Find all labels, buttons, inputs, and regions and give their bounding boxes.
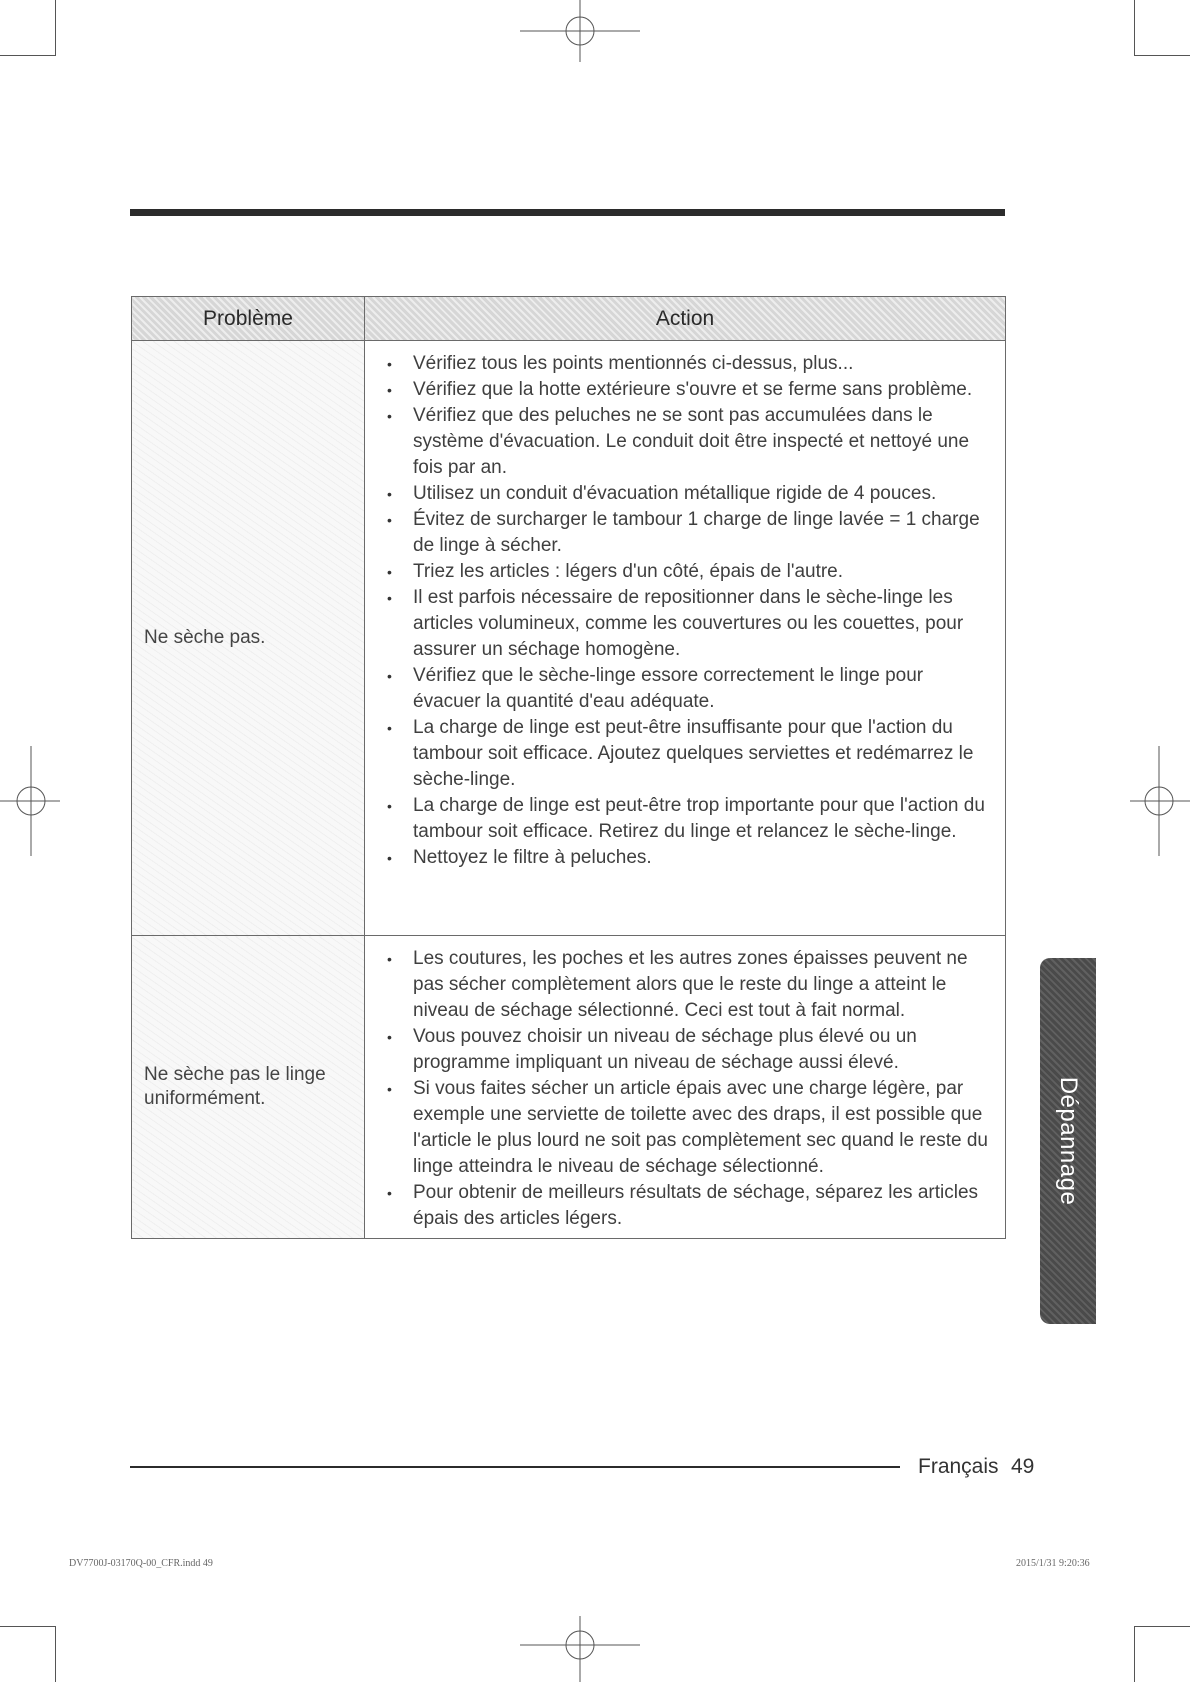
section-tab-label: Dépannage bbox=[1055, 1076, 1082, 1206]
action-cell bbox=[365, 936, 1006, 1239]
list-item: • Utilisez un conduit d'évacuation métallique rigide de 4 pouces. bbox=[379, 481, 991, 507]
list-item: • Vérifiez tous les points mentionnés ci-dessus, plus... bbox=[379, 351, 991, 377]
footer-language: Français bbox=[918, 1455, 999, 1478]
list-item: • La charge de linge est peut-être insuffisante pour que l'action du tambour soit efficace. Ajoutez quelques serviettes et redémarrez le sèche-linge. bbox=[379, 715, 991, 793]
list-item: • Vérifiez que des peluches ne se sont pas accumulées dans le système d'évacuation. Le conduit doit être inspecté et nettoyé une fois par an. bbox=[379, 403, 991, 481]
list-item: • Pour obtenir de meilleurs résultats de séchage, séparez les articles épais des articles légers. bbox=[379, 1180, 991, 1232]
list-item: • La charge de linge est peut-être trop importante pour que l'action du tambour soit efficace. Retirez du linge et relancez le sèche-linge. bbox=[379, 793, 991, 845]
crop-mark bbox=[1134, 0, 1135, 56]
action-cell bbox=[365, 341, 1006, 936]
header-rule bbox=[130, 209, 1005, 216]
problem-cell: Ne sèche pas. bbox=[132, 341, 365, 936]
list-item: • Il est parfois nécessaire de repositionner dans le sèche-linge les articles volumineux, comme les couvertures ou les couettes, pour assurer un séchage homogène. bbox=[379, 585, 991, 663]
list-item: • Si vous faites sécher un article épais avec une charge légère, par exemple une serviette de toilette avec des draps, il est possible que l'article le plus lourd ne soit pas complètement sec quand le reste du linge atteindra le niveau de séchage sélectionné. bbox=[379, 1076, 991, 1180]
list-item: • Vérifiez que le sèche-linge essore correctement le linge pour évacuer la quantité d'eau adéquate. bbox=[379, 663, 991, 715]
crop-mark bbox=[1134, 1626, 1135, 1682]
list-item: • Les coutures, les poches et les autres zones épaisses peuvent ne pas sécher complètement alors que le reste du linge a atteint le niveau de séchage sélectionné. Ceci est tout à fait normal. bbox=[379, 946, 991, 1024]
list-item: • Nettoyez le filtre à peluches. bbox=[379, 845, 991, 871]
action-list bbox=[379, 351, 991, 871]
registration-mark-top bbox=[520, 0, 640, 80]
registration-mark-left bbox=[0, 746, 60, 856]
registration-mark-right bbox=[1130, 746, 1190, 856]
print-slug-file: DV7700J-03170Q-00_CFR.indd 49 bbox=[69, 1558, 213, 1569]
crop-mark bbox=[1134, 55, 1190, 56]
troubleshooting-table bbox=[131, 296, 1006, 1239]
table-row bbox=[132, 341, 1006, 936]
list-item: • Triez les articles : légers d'un côté, épais de l'autre. bbox=[379, 559, 991, 585]
problem-cell: Ne sèche pas le linge uniformément. bbox=[132, 936, 365, 1239]
list-item: • Vous pouvez choisir un niveau de séchage plus élevé ou un programme impliquant un niveau de séchage aussi élevé. bbox=[379, 1024, 991, 1076]
footer-rule bbox=[130, 1466, 900, 1468]
crop-mark bbox=[0, 55, 56, 56]
list-item: • Évitez de surcharger le tambour 1 charge de linge lavée = 1 charge de linge à sécher. bbox=[379, 507, 991, 559]
page-number: 49 bbox=[1011, 1455, 1035, 1478]
action-list bbox=[379, 946, 991, 1232]
table-header-row bbox=[132, 297, 1006, 341]
header-action: Action bbox=[365, 297, 1006, 341]
registration-mark-bottom bbox=[520, 1600, 640, 1682]
crop-mark bbox=[55, 0, 56, 56]
crop-mark bbox=[0, 1626, 56, 1627]
print-slug-timestamp: 2015/1/31 9:20:36 bbox=[1016, 1558, 1090, 1569]
section-tab bbox=[1040, 958, 1096, 1324]
crop-mark bbox=[1134, 1626, 1190, 1627]
crop-mark bbox=[55, 1626, 56, 1682]
table-row bbox=[132, 936, 1006, 1239]
header-problem: Problème bbox=[132, 297, 365, 341]
list-item: • Vérifiez que la hotte extérieure s'ouvre et se ferme sans problème. bbox=[379, 377, 991, 403]
